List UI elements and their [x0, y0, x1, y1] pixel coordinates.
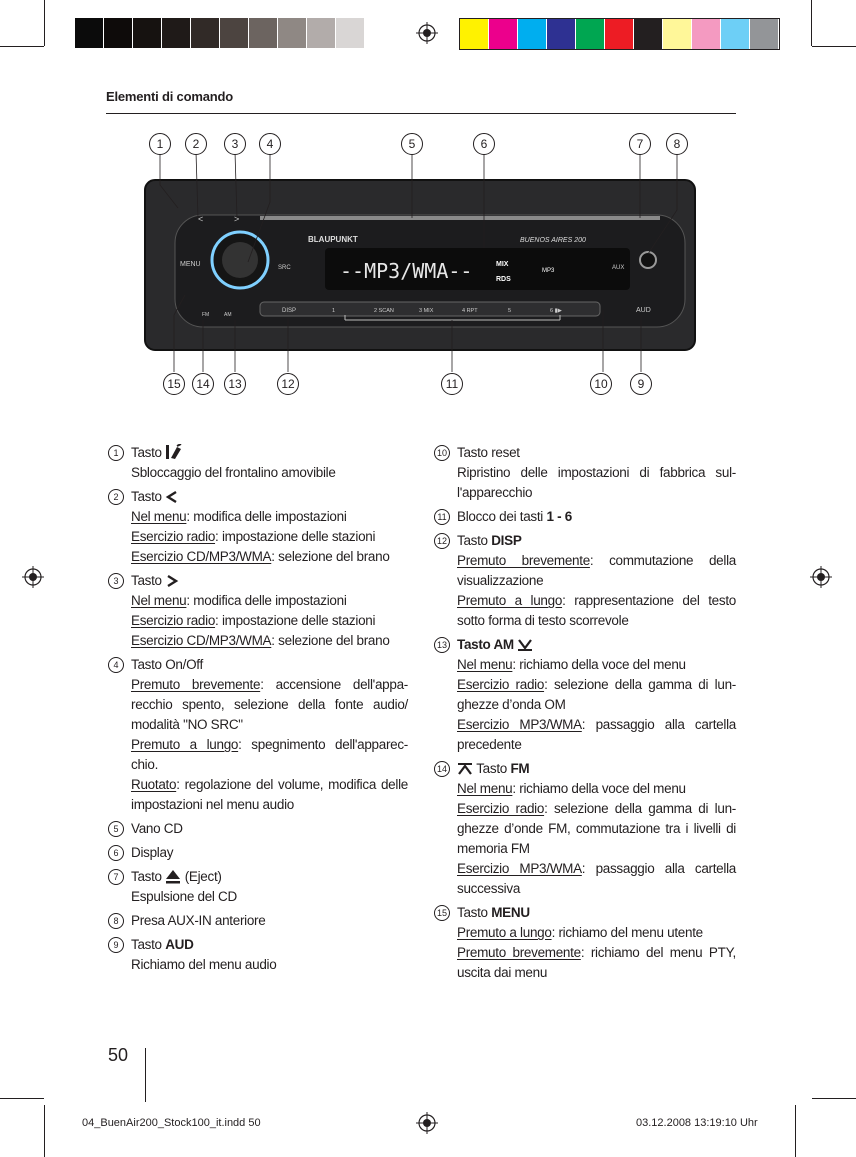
mode-description: : modifica delle impostazioni — [186, 509, 347, 524]
item-title: Presa AUX-IN anteriore — [131, 913, 266, 928]
color-swatch — [162, 18, 191, 48]
item-number: 5 — [108, 821, 124, 837]
color-swatch — [721, 19, 750, 49]
mode-label: Ruotato — [131, 777, 177, 792]
item-number: 8 — [108, 913, 124, 929]
display-mp3-badge: MP3 — [542, 268, 555, 274]
callout-number: 2 — [185, 133, 207, 155]
volume-knob-center — [222, 242, 258, 278]
section-title: Elementi di comando — [106, 89, 233, 104]
item-title: Vano CD — [131, 821, 183, 836]
mode-label: Esercizio radio — [131, 613, 216, 628]
item-5 — [108, 819, 408, 839]
release-icon — [165, 444, 183, 460]
callout-number: 15 — [163, 373, 185, 395]
color-swatch — [278, 18, 307, 48]
color-swatch — [191, 18, 220, 48]
mode-description: : regolazione del volume, modifica delle impostazioni nel menu audio — [131, 777, 408, 812]
item-number: 9 — [108, 937, 124, 953]
item-11 — [434, 507, 736, 527]
item-title-suffix: (Eject) — [184, 869, 222, 884]
disp-label: DISP — [282, 308, 297, 314]
color-swatch — [634, 19, 663, 49]
item-6 — [108, 843, 408, 863]
mode-label: Esercizio MP3/WMA — [457, 717, 582, 732]
item-number: 15 — [434, 905, 450, 921]
registration-mark-icon — [810, 566, 832, 588]
mode-description: : richiamo della voce del menu — [512, 657, 686, 672]
crop-mark — [811, 0, 812, 46]
callout-number: 13 — [224, 373, 246, 395]
item-number: 4 — [108, 657, 124, 673]
color-swatch — [692, 19, 721, 49]
item-2 — [108, 487, 408, 567]
mode-label: Premuto brevemente — [457, 945, 581, 960]
radio-front-panel-image — [140, 130, 710, 400]
mode-description: : selezione della gamma di lun-ghezze d’onde FM, commutazione tra i livelli di memoria FM — [457, 801, 736, 856]
mode-description: : impostazione delle stazioni — [215, 529, 376, 544]
mode-label: Premuto a lungo — [457, 925, 552, 940]
mode-label: Esercizio CD/MP3/WMA — [131, 633, 272, 648]
mode-label: Esercizio MP3/WMA — [457, 861, 582, 876]
registration-mark-icon — [416, 1112, 438, 1134]
item-title: Tasto On/Off — [131, 657, 203, 672]
menu-label: MENU — [180, 261, 201, 268]
item-title: Blocco dei tasti — [457, 509, 543, 524]
registration-mark-icon — [416, 22, 438, 44]
item-number: 10 — [434, 445, 450, 461]
fm-label: FM — [202, 312, 210, 318]
crop-mark — [44, 1105, 45, 1157]
item-title: Tasto — [131, 937, 162, 952]
cd-slot — [260, 216, 660, 220]
brand-label: BLAUPUNKT — [308, 235, 358, 244]
crop-mark — [812, 46, 856, 47]
gray-color-bar — [75, 18, 394, 48]
radio-front-panel-drawing — [140, 130, 710, 400]
mode-description: : richiamo del menu utente — [551, 925, 703, 940]
preset-button-label: 6 ▮▶ — [550, 308, 562, 314]
color-swatch — [576, 19, 605, 49]
item-number: 14 — [434, 761, 450, 777]
item-title: Tasto — [457, 533, 488, 548]
callout-number: 9 — [630, 373, 652, 395]
mode-description: : selezione della gamma di lun-ghezze d’onda OM — [457, 677, 736, 712]
crop-mark — [44, 0, 45, 46]
item-title: Tasto — [131, 489, 162, 504]
crop-mark — [0, 1098, 44, 1099]
preset-button-label: 2 SCAN — [374, 308, 394, 314]
item-1 — [108, 443, 408, 483]
mode-label: Esercizio CD/MP3/WMA — [131, 549, 272, 564]
crop-mark — [795, 1105, 796, 1157]
color-swatch — [104, 18, 133, 48]
eject-icon — [165, 869, 181, 884]
mode-label: Nel menu — [457, 781, 513, 796]
callout-number: 6 — [473, 133, 495, 155]
mode-description: : passaggio alla cartella successiva — [457, 861, 736, 896]
item-8 — [108, 911, 408, 931]
left-arrow-icon — [165, 490, 179, 504]
callout-number: 7 — [629, 133, 651, 155]
item-number: 1 — [108, 445, 124, 461]
mode-description: : impostazione delle stazioni — [215, 613, 376, 628]
color-swatch — [220, 18, 249, 48]
mode-label: Premuto brevemente — [457, 553, 590, 568]
item-number: 2 — [108, 489, 124, 505]
item-key-name: MENU — [491, 905, 530, 920]
color-swatch — [605, 19, 634, 49]
item-key-name: 1 - 6 — [546, 509, 572, 524]
item-number: 6 — [108, 845, 124, 861]
left-column — [108, 443, 408, 979]
mode-description: : commutazione della visualizzazione — [457, 553, 736, 588]
mode-description: : spegnimento dell'apparec-chio. — [131, 737, 409, 772]
mode-label: Nel menu — [131, 509, 187, 524]
item-title: Tasto reset — [457, 445, 520, 460]
item-9 — [108, 935, 408, 975]
mode-description: : passaggio alla cartella precedente — [457, 717, 736, 752]
color-swatch — [460, 19, 489, 49]
page-number-rule — [145, 1048, 146, 1102]
display-text: --MP3/WMA-- — [340, 259, 473, 283]
registration-mark-icon — [22, 566, 44, 588]
src-label: SRC — [278, 265, 291, 271]
aud-label: AUD — [636, 307, 651, 314]
preset-button-label: 4 RPT — [462, 308, 478, 314]
item-description: Espulsione del CD — [131, 889, 237, 904]
color-swatch — [133, 18, 162, 48]
color-swatch — [547, 19, 576, 49]
mode-label: Nel menu — [131, 593, 187, 608]
right-arrow-icon — [165, 574, 179, 588]
item-12 — [434, 531, 736, 631]
preset-button-label: 3 MIX — [419, 308, 434, 314]
item-number: 12 — [434, 533, 450, 549]
callout-number: 10 — [590, 373, 612, 395]
color-swatch — [336, 18, 365, 48]
right-arrow-key-icon: > — [234, 214, 240, 224]
mode-description: : rappresentazione del testo sotto forma di testo scorrevole — [457, 593, 737, 628]
item-14 — [434, 759, 736, 899]
slug-file-info: 04_BuenAir200_Stock100_it.indd 50 — [82, 1117, 261, 1129]
aux-jack — [640, 252, 656, 268]
mode-label: Esercizio radio — [457, 801, 545, 816]
callout-number: 1 — [149, 133, 171, 155]
item-7 — [108, 867, 408, 907]
item-number: 3 — [108, 573, 124, 589]
model-label: BUENOS AIRES 200 — [520, 237, 586, 244]
item-13 — [434, 635, 736, 755]
item-number: 13 — [434, 637, 450, 653]
item-number: 11 — [434, 509, 450, 525]
color-swatch — [518, 19, 547, 49]
item-description: Ripristino delle impostazioni di fabbrica sul-l'apparecchio — [457, 465, 736, 500]
right-column — [434, 443, 736, 987]
item-title: Tasto — [131, 445, 162, 460]
page-number: 50 — [108, 1045, 129, 1065]
down-arrow-icon — [517, 638, 533, 652]
callout-number: 14 — [192, 373, 214, 395]
color-swatch — [249, 18, 278, 48]
item-key-name: AUD — [165, 937, 194, 952]
item-key-name: FM — [510, 761, 530, 776]
display-rds: RDS — [496, 276, 511, 283]
mode-label: Premuto a lungo — [457, 593, 563, 608]
header-rule — [106, 113, 736, 114]
color-swatch — [307, 18, 336, 48]
item-key-name: Tasto AM — [457, 637, 514, 652]
mode-description: : accensione dell'appa-recchio spento, selezione della fonte audio/ modalità "NO SRC" — [131, 677, 408, 732]
mode-label: Esercizio radio — [131, 529, 216, 544]
display-mix: MIX — [496, 261, 509, 268]
mode-description: : modifica delle impostazioni — [186, 593, 347, 608]
aux-label: AUX — [612, 265, 625, 271]
callout-number: 4 — [259, 133, 281, 155]
preset-button-label: 1 — [332, 308, 336, 314]
mode-description: : selezione del brano — [271, 633, 390, 648]
item-title: Tasto — [476, 761, 507, 776]
mode-label: Premuto brevemente — [131, 677, 261, 692]
mode-description: : richiamo del menu PTY, uscita dai menu — [457, 945, 736, 980]
item-title: Display — [131, 845, 174, 860]
item-description: Sbloccaggio del frontalino amovibile — [131, 465, 336, 480]
color-swatch — [750, 19, 779, 49]
callout-number: 11 — [441, 373, 463, 395]
item-title: Tasto — [131, 573, 162, 588]
mode-label: Premuto a lungo — [131, 737, 239, 752]
crop-mark — [812, 1098, 856, 1099]
process-color-bar — [459, 18, 780, 50]
item-3 — [108, 571, 408, 651]
up-arrow-icon — [457, 762, 473, 776]
item-10 — [434, 443, 736, 503]
color-swatch — [489, 19, 518, 49]
mode-label: Nel menu — [457, 657, 513, 672]
item-4 — [108, 655, 408, 815]
callout-number: 12 — [277, 373, 299, 395]
color-swatch — [75, 18, 104, 48]
item-title: Tasto — [131, 869, 162, 884]
preset-button-label: 5 — [508, 308, 512, 314]
item-number: 7 — [108, 869, 124, 885]
item-description: Richiamo del menu audio — [131, 957, 277, 972]
callout-number: 8 — [666, 133, 688, 155]
item-key-name: DISP — [491, 533, 522, 548]
callout-number: 3 — [224, 133, 246, 155]
slug-date-info: 03.12.2008 13:19:10 Uhr — [636, 1117, 758, 1129]
item-title: Tasto — [457, 905, 488, 920]
callout-number: 5 — [401, 133, 423, 155]
color-swatch — [663, 19, 692, 49]
item-15 — [434, 903, 736, 983]
left-arrow-key-icon: < — [198, 214, 204, 224]
mode-label: Esercizio radio — [457, 677, 545, 692]
color-swatch — [365, 18, 394, 48]
mode-description: : selezione del brano — [271, 549, 390, 564]
am-label: AM — [224, 312, 232, 318]
crop-mark — [0, 46, 44, 47]
mode-description: : richiamo della voce del menu — [512, 781, 686, 796]
